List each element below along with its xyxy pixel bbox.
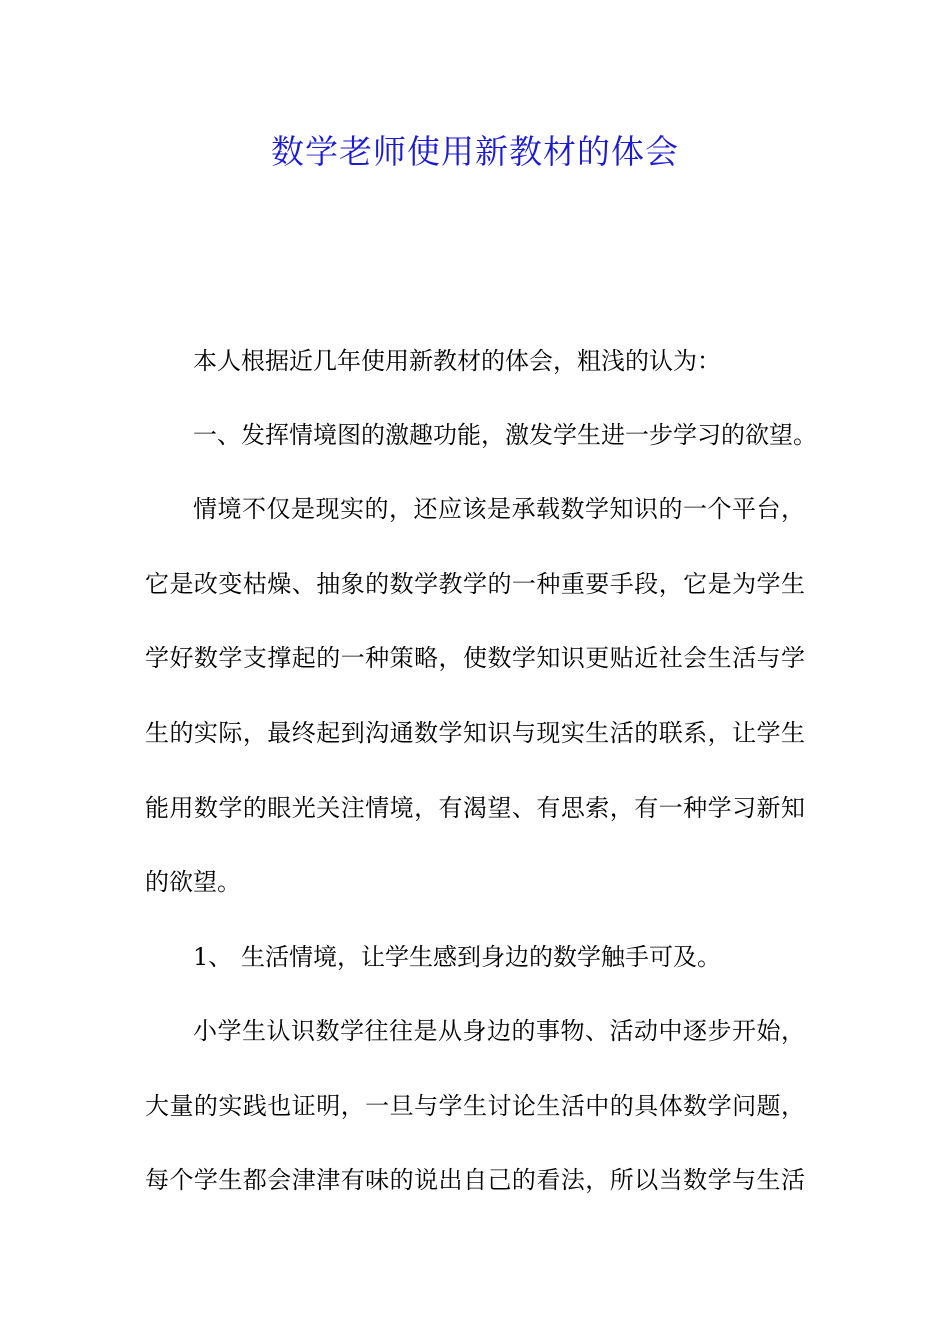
list-item-number: 1、	[193, 943, 233, 971]
paragraph-line: 学好数学支撑起的一种策略，使数学知识更贴近社会生活与学	[145, 644, 805, 672]
document-title: 数学老师使用新教材的体会	[271, 132, 679, 171]
list-item-1	[193, 942, 721, 972]
paragraph-line: 情境不仅是现实的，还应该是承载数学知识的一个平台，	[193, 495, 805, 523]
paragraph-intro-line: 本人根据近几年使用新教材的体会，粗浅的认为：	[193, 347, 721, 375]
paragraph-line: 每个学生都会津津有味的说出自己的看法，所以当数学与生活	[145, 1166, 805, 1194]
section-heading-1: 一、发挥情境图的激趣功能，激发学生进一步学习的欲望。	[193, 421, 817, 449]
paragraph-line: 小学生认识数学往往是从身边的事物、活动中逐步开始，	[193, 1017, 805, 1045]
list-item-text: 生活情境，让学生感到身边的数学触手可及。	[241, 943, 721, 971]
paragraph-line: 的欲望。	[145, 868, 241, 896]
paragraph-line: 能用数学的眼光关注情境，有渴望、有思索，有一种学习新知	[145, 794, 805, 822]
paragraph-line: 大量的实践也证明，一旦与学生讨论生活中的具体数学问题，	[145, 1092, 805, 1120]
paragraph-line: 它是改变枯燥、抽象的数学教学的一种重要手段，它是为学生	[145, 570, 805, 598]
paragraph-line: 生的实际，最终起到沟通数学知识与现实生活的联系，让学生	[145, 719, 805, 747]
